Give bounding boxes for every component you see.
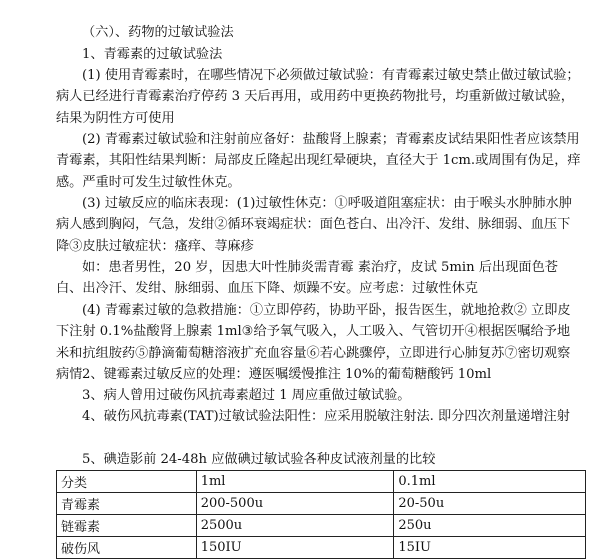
table-row <box>57 515 586 537</box>
paragraph-iodine: 5、碘造影前 24-48h 应做碘过敏试验各种皮试液剂量的比较 <box>82 452 436 467</box>
paragraph-tetanus-retest: 3、病人曾用过破伤风抗毒素超过 1 周应重做过敏试验。 <box>82 388 411 403</box>
subsection-penicillin-title: 1、青霉素的过敏试验法 <box>82 47 223 62</box>
paragraph-example: 如：患者男性，20 岁，因患大叶性肺炎需青霉 素治疗，皮试 5min 后出现面色苍白、出冷汗、发绀、脉细弱、血压下降、烦躁不安。应考虑：过敏性休克 <box>56 260 558 297</box>
dose-comparison-table <box>56 470 586 559</box>
paragraph-tat-desensitization: 4、破伤风抗毒素(TAT)过敏试验法阳性：应采用脱敏注射法. 即分四次剂量递增注射 <box>82 409 570 424</box>
table-row <box>57 493 586 515</box>
paragraph-streptomycin: 2、键霉素过敏反应的处理：遵医嘱缓慢推注 10%的葡萄糖酸钙 10ml <box>82 367 492 382</box>
table-cell: 青霉素 <box>57 493 197 515</box>
table-row <box>57 537 586 559</box>
table-cell: 150IU <box>196 537 394 559</box>
table-cell: 200-500u <box>196 493 394 515</box>
paragraph-item-1: (1) 使用青霉素时，在哪些情况下必须做过敏试验：有青霉素过敏史禁止做过敏试验；病人已经进行青霉素治疗停药 3 天后再用，或用药中更换药物批号，均重新做过敏试验，结果为阴性方可使用 <box>56 68 580 126</box>
paragraph-item-3: (3) 过敏反应的临床表现：(1)过敏性休克：①呼吸道阻塞症状：由于喉头水肿肺水肿病人感到胸闷，气急，发绀②循环衰竭症状：面色苍白、出冷汗、发绀、脉细弱、血压下降③皮肤过敏症状：瘙痒、荨麻疹 <box>56 196 572 254</box>
table-cell: 破伤风 <box>57 537 197 559</box>
table-header-row <box>57 471 586 493</box>
table-cell: 链霉素 <box>57 515 197 537</box>
table-cell: 20-50u <box>394 493 586 515</box>
table-header-cell: 0.1ml <box>394 471 586 493</box>
table-header-cell: 分类 <box>57 471 197 493</box>
paragraph-item-2: (2) 青霉素过敏试验和注射前应备好：盐酸肾上腺素；青霉素皮试结果阳性者应该禁用青霉素，其阳性结果判断：局部皮丘隆起出现红晕硬块，直径大于 1cm.或周围有伪足，痒感。严重时可发生过敏性休克。 <box>56 132 581 190</box>
table-cell: 15IU <box>394 537 586 559</box>
paragraph-item-4: (4) 青霉素过敏的急救措施：①立即停药，协助平卧，报告医生，就地抢救② 立即皮下注射 0.1%盐酸肾上腺素 1ml③给予氧气吸入，人工吸入、气管切开④根据医嘱给予地米和抗组胺药⑤静滴葡萄糖溶液扩充血容量⑥若心跳骤停，立即进行心肺复苏⑦密切观察病情 <box>56 303 571 383</box>
table-header-cell: 1ml <box>196 471 394 493</box>
table-cell: 2500u <box>196 515 394 537</box>
section-title: （六）、药物的过敏试验法 <box>82 25 234 40</box>
table-cell: 250u <box>394 515 586 537</box>
